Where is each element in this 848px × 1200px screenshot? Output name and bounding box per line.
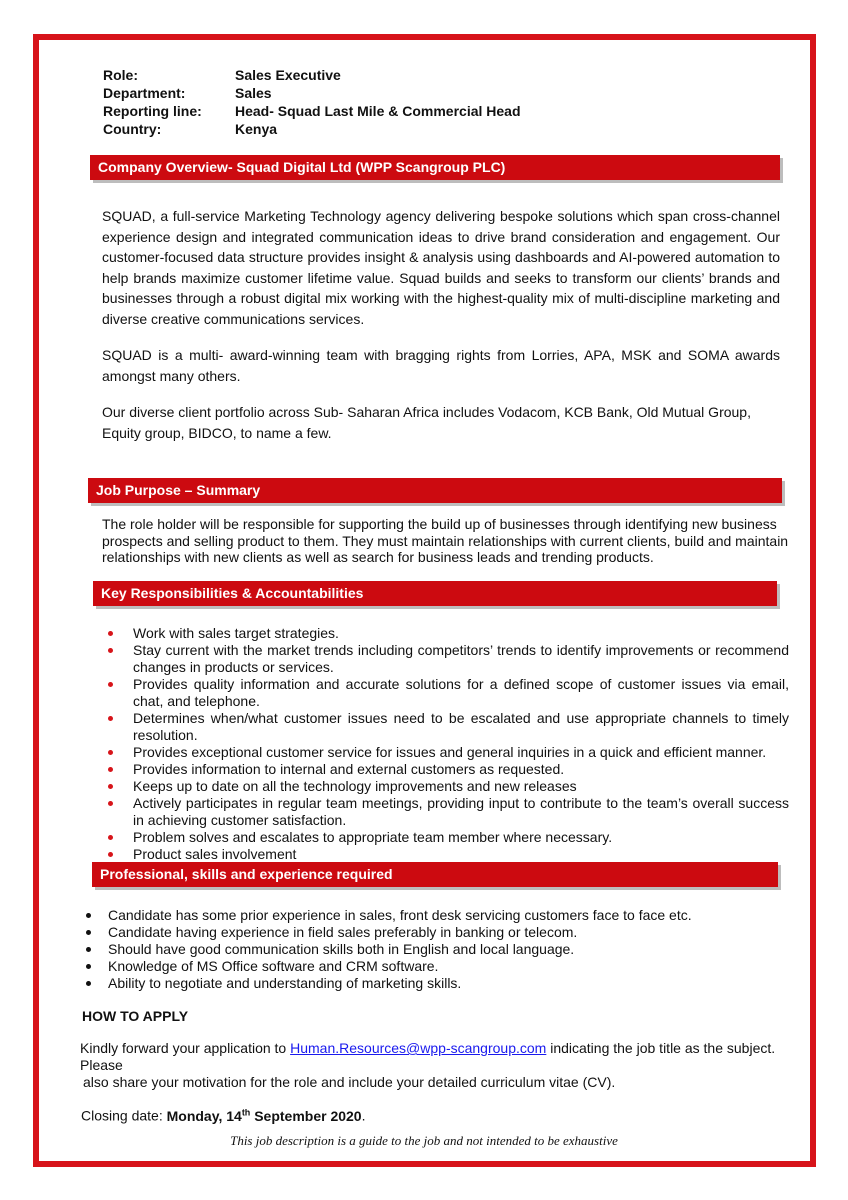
overview-paragraph-3: Our diverse client portfolio across Sub- Saharan Africa includes Vodacom, KCB Bank, Old Mutual Group, Equity group, BIDCO, to name a few. bbox=[102, 404, 751, 441]
section-header-responsibilities: Key Responsibilities & Accountabilities bbox=[93, 581, 777, 606]
list-item bbox=[82, 941, 782, 958]
meta-value: Sales Executive bbox=[235, 67, 341, 83]
list-item-text: Provides quality information and accurate solutions for a defined scope of customer issues via email, chat, and telephone. bbox=[133, 676, 789, 709]
bullet-icon bbox=[108, 716, 113, 721]
bullet-icon bbox=[108, 631, 113, 636]
email-link[interactable]: Human.Resources@wpp-scangroup.com bbox=[290, 1040, 547, 1056]
list-item bbox=[106, 676, 789, 710]
responsibilities-list bbox=[106, 625, 789, 863]
list-item-text: Should have good communication skills both in English and local language. bbox=[108, 941, 575, 957]
list-item bbox=[106, 846, 789, 863]
meta-reporting-line bbox=[103, 102, 521, 120]
bullet-icon bbox=[86, 964, 91, 969]
job-purpose-text: The role holder will be responsible for supporting the build up of businesses through identifying new business prospects and selling product to them. They must maintain relationships with current clients, build and maintain relationships with new clients as well as search for business leads and trending products. bbox=[102, 516, 789, 565]
bullet-icon bbox=[108, 767, 113, 772]
bullet-icon bbox=[108, 750, 113, 755]
skills-list bbox=[82, 907, 782, 992]
list-item bbox=[106, 710, 789, 744]
apply-text-after: indicating the job title as the subject. Please bbox=[80, 1040, 776, 1073]
list-item-text: Candidate has some prior experience in sales, front desk servicing customers face to face etc. bbox=[108, 907, 692, 923]
apply-text-before: Kindly forward your application to bbox=[80, 1040, 291, 1056]
how-to-apply-heading: HOW TO APPLY bbox=[82, 1008, 189, 1024]
list-item bbox=[82, 958, 782, 975]
closing-month-year: September 2020 bbox=[250, 1107, 362, 1124]
meta-country bbox=[103, 120, 521, 138]
section-header-job-purpose: Job Purpose – Summary bbox=[88, 478, 782, 503]
meta-value: Head- Squad Last Mile & Commercial Head bbox=[235, 103, 521, 119]
bullet-icon bbox=[108, 852, 113, 857]
list-item-text: Candidate having experience in field sales preferably in banking or telecom. bbox=[108, 924, 578, 940]
list-item-text: Provides exceptional customer service for issues and general inquiries in a quick and efficient manner. bbox=[133, 744, 767, 760]
bullet-icon bbox=[108, 682, 113, 687]
section-header-company-overview: Company Overview- Squad Digital Ltd (WPP Scangroup PLC) bbox=[90, 155, 780, 180]
bullet-icon bbox=[108, 784, 113, 789]
overview-paragraph-1: SQUAD, a full-service Marketing Technology agency delivering bespoke solutions which span cross-channel experience design and integrated communication ideas to drive brand consideration and engagement. Our customer-focused data structure provides insight & analysis using dashboards and AI-powered automation to help brands maximize customer lifetime value. Squad builds and seeks to transform our clients’ brands and businesses through a robust digital mix working with the highest-quality mix of multi-discipline marketing and diverse creative communications services. bbox=[102, 208, 780, 327]
closing-suffix: th bbox=[241, 1107, 251, 1117]
list-item-text: Keeps up to date on all the technology improvements and new releases bbox=[133, 778, 577, 794]
list-item-text: Work with sales target strategies. bbox=[133, 625, 339, 641]
list-item bbox=[106, 778, 789, 795]
footer-disclaimer: This job description is a guide to the job and not intended to be exhaustive bbox=[230, 1133, 618, 1148]
meta-label: Reporting line: bbox=[103, 103, 202, 119]
bullet-icon bbox=[108, 835, 113, 840]
meta-department bbox=[103, 84, 521, 102]
bullet-icon bbox=[86, 981, 91, 986]
bullet-icon bbox=[108, 801, 113, 806]
list-item bbox=[106, 744, 789, 761]
meta-value: Sales bbox=[235, 85, 272, 101]
list-item-text: Product sales involvement bbox=[133, 846, 297, 862]
list-item bbox=[82, 907, 782, 924]
closing-date-value bbox=[167, 1108, 362, 1124]
closing-date bbox=[81, 1107, 366, 1124]
bullet-icon bbox=[86, 930, 91, 935]
bullet-icon bbox=[86, 947, 91, 952]
job-meta bbox=[103, 66, 521, 138]
list-item bbox=[106, 761, 789, 778]
list-item bbox=[106, 642, 789, 676]
section-header-skills: Professional, skills and experience required bbox=[92, 862, 778, 887]
closing-label: Closing date: bbox=[81, 1107, 167, 1124]
meta-value: Kenya bbox=[235, 121, 278, 137]
list-item-text: Provides information to internal and external customers as requested. bbox=[133, 761, 565, 777]
meta-label: Country: bbox=[103, 121, 162, 137]
meta-label: Role: bbox=[103, 67, 138, 83]
list-item-text: Ability to negotiate and understanding of marketing skills. bbox=[108, 975, 462, 991]
list-item-text: Knowledge of MS Office software and CRM software. bbox=[108, 958, 439, 974]
meta-role bbox=[103, 66, 521, 84]
meta-label: Department: bbox=[103, 85, 186, 101]
list-item-text: Actively participates in regular team meetings, providing input to contribute to the team’s overall success in achieving customer satisfaction. bbox=[133, 795, 789, 828]
list-item-text: Determines when/what customer issues need to be escalated and use appropriate channels to timely resolution. bbox=[133, 710, 789, 743]
bullet-icon bbox=[108, 648, 113, 653]
closing-day: Monday, 14 bbox=[166, 1107, 242, 1124]
apply-line-2: also share your motivation for the role and include your detailed curriculum vitae (CV). bbox=[83, 1074, 616, 1090]
list-item-text: Stay current with the market trends including competitors’ trends to identify improvements or recommend changes in products or services. bbox=[133, 642, 789, 675]
bullet-icon bbox=[86, 913, 91, 918]
list-item bbox=[82, 975, 782, 992]
overview-paragraph-2: SQUAD is a multi- award-winning team with bragging rights from Lorries, APA, MSK and SOMA awards amongst many others. bbox=[102, 347, 780, 384]
closing-period: . bbox=[361, 1107, 366, 1124]
list-item bbox=[106, 829, 789, 846]
list-item bbox=[106, 795, 789, 829]
apply-instructions bbox=[80, 1040, 780, 1091]
apply-line-1 bbox=[80, 1040, 780, 1074]
list-item bbox=[82, 924, 782, 941]
list-item-text: Problem solves and escalates to appropriate team member where necessary. bbox=[133, 829, 613, 845]
list-item bbox=[106, 625, 789, 642]
